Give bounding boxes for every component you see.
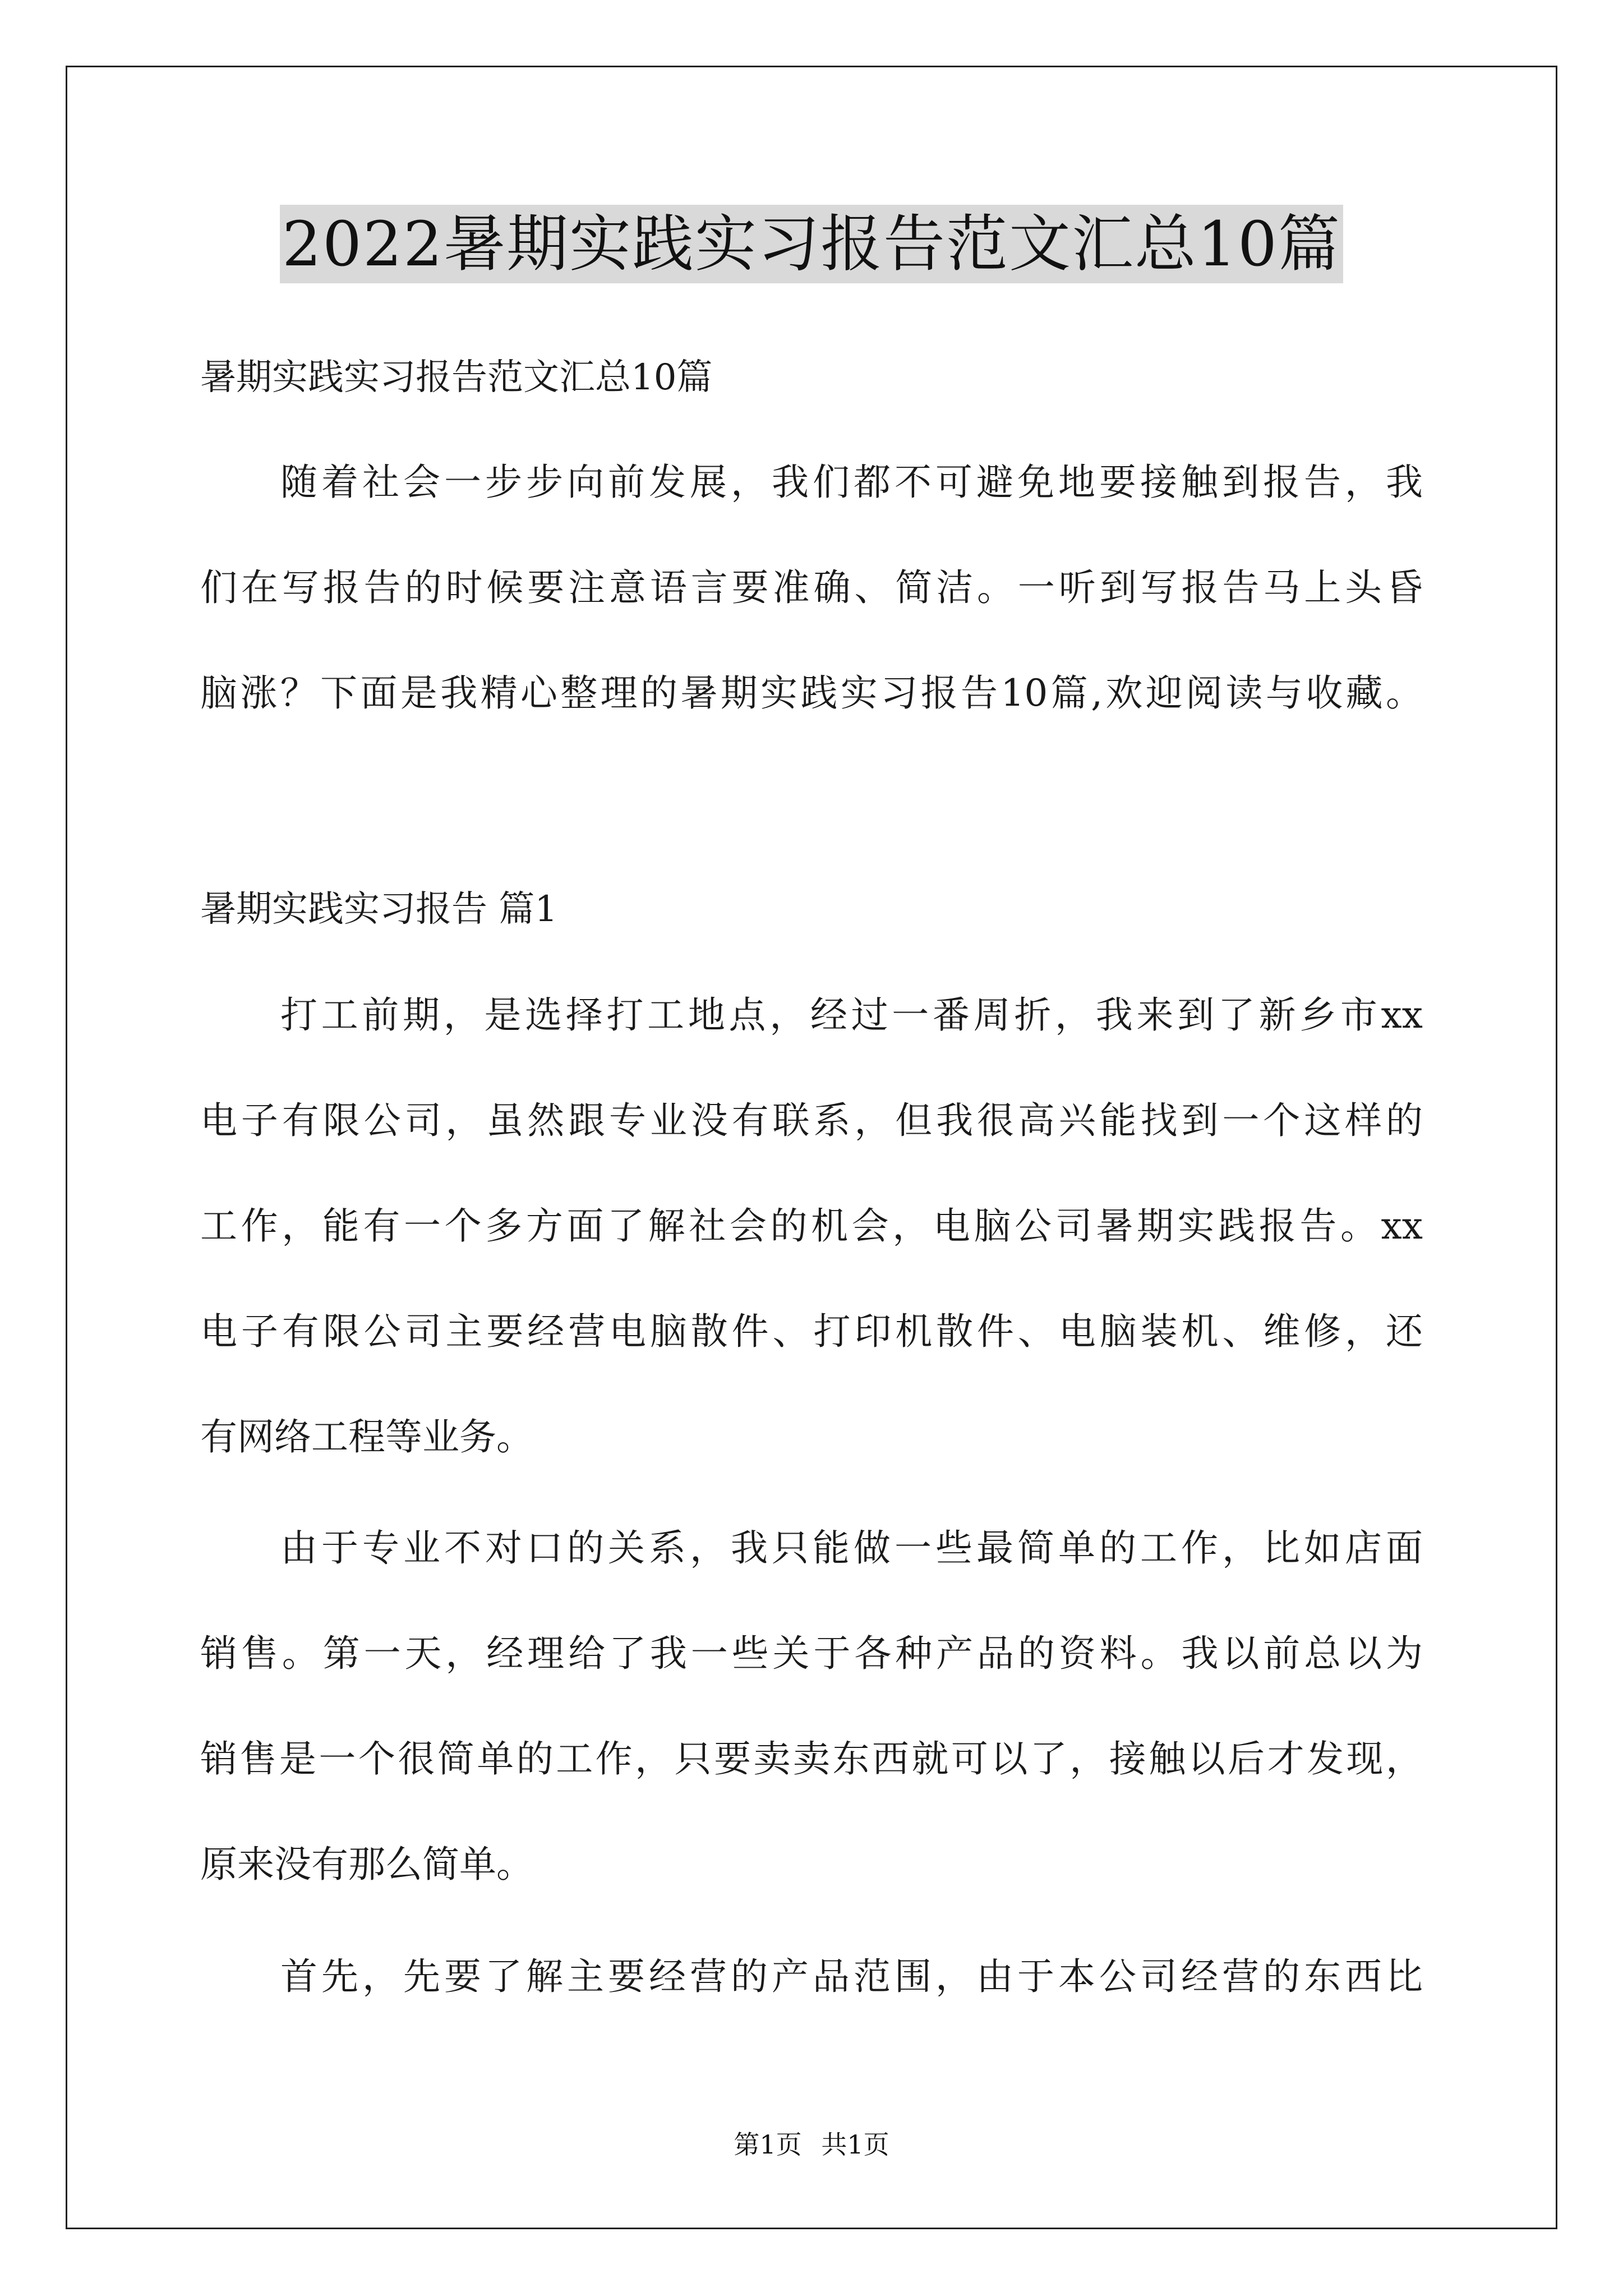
para2-line-3: 销售是一个很简单的工作，只要卖卖东西就可以了，接触以后才发现， [200,1737,1423,1780]
para1-line-4: 电子有限公司主要经营电脑散件、打印机散件、电脑装机、维修，还 [200,1310,1423,1353]
para1-line-5: 有网络工程等业务。 [200,1415,533,1458]
para2-line-4: 原来没有那么简单。 [200,1843,533,1886]
para3-line-1: 首先，先要了解主要经营的产品范围，由于本公司经营的东西比 [280,1955,1423,1998]
para2-line-2: 销售。第一天，经理给了我一些关于各种产品的资料。我以前总以为 [200,1632,1423,1675]
intro-line-2: 们在写报告的时候要注意语言要准确、简洁。一听到写报告马上头昏 [200,566,1423,609]
page-number: 第1页 [734,2129,802,2160]
para1-line-1: 打工前期，是选择打工地点，经过一番周折，我来到了新乡市xx [280,993,1423,1037]
title-container [0,205,1623,283]
para2-line-1: 由于专业不对口的关系，我只能做一些最简单的工作，比如店面 [280,1526,1423,1570]
intro-line-3: 脑涨？下面是我精心整理的暑期实践实习报告10篇,欢迎阅读与收藏。 [200,671,1423,715]
page-footer [0,2129,1623,2160]
para1-line-3: 工作，能有一个多方面了解社会的机会，电脑公司暑期实践报告。xx [200,1204,1423,1248]
document-title: 2022暑期实践实习报告范文汇总10篇 [280,205,1343,283]
document-subtitle: 暑期实践实习报告范文汇总10篇 [200,357,713,398]
section-heading: 暑期实践实习报告 篇1 [200,889,558,930]
intro-line-1: 随着社会一步步向前发展，我们都不可避免地要接触到报告，我 [280,461,1423,504]
para1-line-2: 电子有限公司，虽然跟专业没有联系，但我很高兴能找到一个这样的 [200,1099,1423,1142]
page-total: 共1页 [821,2129,889,2160]
